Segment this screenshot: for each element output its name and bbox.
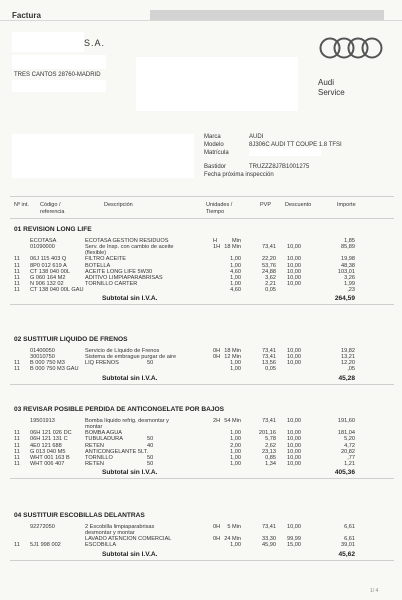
line-hours: 2H	[213, 418, 221, 424]
section-title: 04 SUSTITUIR ESCOBILLAS DELANTRAS	[14, 512, 145, 519]
line-int: 11	[14, 274, 20, 281]
redacted-company-name	[12, 32, 84, 52]
line-units: 18 Min	[224, 348, 241, 354]
line-code: 01400050	[30, 348, 55, 354]
line-description: Servicio de Líquido de Frenos	[85, 348, 160, 354]
line-int: 11	[14, 436, 20, 443]
line-pvp: 73,41	[262, 524, 276, 530]
line-code: 5J1 998 002	[30, 542, 61, 549]
line-discount: 10,00	[287, 244, 301, 251]
line-int: 11	[14, 442, 20, 449]
line-description: desmontar y montar	[85, 530, 135, 537]
line-int: 11	[14, 268, 20, 275]
col-importe: Importe	[337, 202, 356, 208]
line-amount: 19,98	[341, 256, 355, 263]
matricula-label: Matrícula	[204, 150, 229, 156]
line-int: 11	[14, 360, 20, 367]
line-amount: 85,89	[341, 244, 355, 251]
line-description: (flexible)	[85, 250, 107, 257]
line-code: N 906 132 02	[30, 281, 64, 288]
section-divider	[10, 384, 394, 385]
redacted-header-bar	[150, 10, 384, 20]
company-suffix: S.A.	[84, 38, 106, 48]
line-discount: 10,00	[287, 274, 301, 281]
line-units: 1,00	[230, 262, 241, 269]
line-hours: 0H	[213, 348, 221, 354]
line-amount: 3,26	[344, 274, 355, 281]
line-units: 5 Min	[227, 524, 241, 530]
line-amount: 191,60	[337, 418, 355, 424]
brand-service: Service	[318, 88, 345, 97]
marca-value: AUDI	[249, 134, 264, 140]
line-code: 8P0 012 619 A	[30, 262, 67, 269]
line-code: B 000 750 M3 GAU	[30, 366, 79, 373]
line-description: Bomba líquido refrig. desmontar y	[85, 418, 169, 424]
subtotal-label: Subtotal sin I.V.A.	[102, 469, 158, 477]
line-code: G 060 164 M2	[30, 274, 66, 281]
line-pvp: 2,21	[265, 281, 276, 288]
line-description: 50	[147, 436, 154, 443]
line-code: 01090000	[30, 244, 55, 251]
redacted-plate	[249, 148, 321, 156]
section-divider	[10, 560, 394, 561]
col-pvp: PVP	[260, 202, 272, 208]
line-units: Min	[231, 238, 241, 244]
line-code: CT 138 040 00L	[30, 268, 71, 275]
line-description: LAVADO ATENCION COMERCIAL	[85, 536, 172, 543]
col-tiempo: Tiempo	[206, 209, 225, 215]
line-units: 54 Min	[224, 418, 241, 424]
line-amount: ,05	[347, 366, 355, 373]
line-pvp: 0,85	[265, 454, 276, 461]
line-description: 40	[147, 442, 154, 449]
line-code: 06H 121 026 DC	[30, 430, 72, 437]
line-units: 1,00	[230, 542, 241, 549]
line-pvp: 3,62	[265, 274, 276, 281]
section-divider	[10, 304, 394, 305]
line-int: 11	[14, 287, 20, 294]
line-pvp: 33,30	[262, 536, 276, 543]
subtotal-value: 405,36	[334, 469, 355, 477]
line-hours: 0H	[213, 354, 221, 361]
line-code: 19501913	[30, 418, 55, 424]
line-int: 11	[14, 262, 20, 269]
line-hours: 0H	[213, 536, 221, 543]
line-code: CT 138 040 00L GAU	[30, 287, 84, 294]
line-pvp: 73,41	[262, 418, 276, 424]
marca-label: Marca	[204, 134, 221, 140]
line-description: 50	[147, 360, 154, 367]
line-amount: 181,04	[337, 430, 355, 437]
line-pvp: 73,41	[262, 244, 276, 251]
line-pvp: 45,90	[262, 542, 276, 549]
section-title: 03 REVISAR POSIBLE PERDIDA DE ANTICONGELATE POR BAJOS	[14, 406, 225, 413]
line-description: montar	[85, 424, 103, 431]
line-description: 50	[147, 461, 154, 468]
line-description: ECOTASA GESTION RESIDUOS	[85, 238, 169, 244]
line-amount: 19,82	[341, 348, 355, 354]
line-units: 12 Min	[224, 354, 241, 361]
line-pvp: 2,62	[265, 442, 276, 449]
line-code: 06H 121 131 C	[30, 436, 68, 443]
line-units: 24 Min	[224, 536, 241, 543]
col-descripcion: Descripción	[104, 202, 133, 208]
bastidor-label: Bastidor	[204, 164, 227, 170]
line-description: FILTRO ACEITE	[85, 256, 126, 263]
col-referencia: referencia	[40, 209, 65, 215]
line-discount: 10,00	[287, 281, 301, 288]
line-amount: 6,61	[344, 536, 355, 543]
line-code: ECOTASA	[30, 238, 57, 244]
header-divider	[0, 20, 402, 21]
line-int: 11	[14, 366, 20, 373]
col-descuento: Descuento	[285, 202, 312, 208]
line-code: 4E0 121 688	[30, 442, 62, 449]
section-title: 01 REVISION LONG LIFE	[14, 226, 92, 233]
page-number: 1/ 4	[370, 588, 379, 594]
line-discount: 10,00	[287, 442, 301, 449]
line-discount: 10,00	[287, 360, 301, 367]
line-code: 92272050	[30, 524, 55, 530]
subtotal-label: Subtotal sin I.V.A.	[102, 550, 158, 558]
table-header-rule	[10, 218, 394, 219]
line-amount: 1,21	[344, 461, 355, 468]
line-int: 11	[14, 448, 20, 455]
line-units: 1,00	[230, 436, 241, 443]
line-discount: 10,00	[287, 524, 301, 530]
line-amount: 6,61	[344, 524, 355, 530]
line-amount: 20,82	[341, 448, 355, 455]
line-discount: 10,00	[287, 448, 301, 455]
line-pvp: 13,56	[262, 360, 276, 367]
line-amount: 13,21	[341, 354, 355, 361]
line-amount: 1,99	[344, 281, 355, 288]
line-description: BOMBA AGUA	[85, 430, 122, 437]
line-units: 1,00	[230, 461, 241, 468]
line-pvp: 201,16	[258, 430, 276, 437]
line-discount: 10,00	[287, 348, 301, 354]
line-description: RETEN	[85, 442, 104, 449]
line-amount: 103,01	[337, 268, 355, 275]
line-discount: 10,00	[287, 256, 301, 263]
line-int: 11	[14, 454, 20, 461]
line-amount: 4,72	[344, 442, 355, 449]
line-pvp: 1,34	[265, 461, 276, 468]
line-description: Sistema de embrague purgar de aire	[85, 354, 177, 361]
line-units: 4,60	[230, 268, 241, 275]
company-address: TRES CANTOS 28760-MADRID	[14, 72, 101, 78]
line-description: ACEITE LONG LIFE 5W30	[85, 268, 153, 275]
line-code: WHT 001 163 B	[30, 454, 70, 461]
line-description: 50	[147, 454, 154, 461]
modelo-label: Modelo	[204, 142, 224, 148]
line-discount: 15,00	[287, 542, 301, 549]
modelo-value: 8J306C AUDI TT COUPE 1.8 TFSI	[249, 142, 342, 148]
document-title: Factura	[12, 11, 41, 20]
line-description: 2 Escobilla limpiaparabrisas	[85, 524, 155, 530]
line-pvp: 0,05	[265, 366, 276, 373]
line-hours: 0H	[213, 524, 221, 530]
subtotal-value: 264,59	[334, 295, 355, 303]
line-units: 1,00	[230, 430, 241, 437]
line-pvp: 53,76	[262, 262, 276, 269]
section-divider	[10, 478, 394, 479]
line-hours: H	[213, 238, 218, 244]
line-units: 1,00	[230, 360, 241, 367]
line-code: G 013 040 M5	[30, 448, 66, 455]
line-amount: 5,20	[344, 436, 355, 443]
line-discount: 10,00	[287, 418, 301, 424]
line-pvp: 5,78	[265, 436, 276, 443]
col-codigo: Código /	[40, 202, 61, 208]
line-description: TUBULADURA	[85, 436, 123, 443]
line-pvp: 24,88	[262, 268, 276, 275]
subtotal-value: 45,62	[338, 550, 355, 558]
line-description: BOTELLA	[85, 262, 111, 269]
line-units: 2,00	[230, 442, 241, 449]
line-amount: ,77	[347, 454, 355, 461]
bastidor-value: TRUZZZ8J7B1001275	[249, 164, 310, 170]
line-code: WHT 006 407	[30, 461, 65, 468]
line-description: RETEN	[85, 461, 104, 468]
line-units: 1,00	[230, 256, 241, 263]
line-discount: 10,00	[287, 268, 301, 275]
line-pvp: 23,13	[262, 448, 276, 455]
line-units: 1,00	[230, 274, 241, 281]
line-description: ANTICONGELANTE 5LT.	[85, 448, 148, 455]
line-units: 1,00	[230, 454, 241, 461]
line-int: 11	[14, 256, 20, 263]
line-description: TORNILLO CARTER	[85, 281, 138, 288]
line-int: 11	[14, 542, 20, 549]
line-description: LIQ FRENOS	[85, 360, 119, 367]
line-units: 1,00	[230, 281, 241, 288]
brand-audi: Audi	[318, 78, 335, 87]
line-description: ADITIVO LIMPIAPARABRISAS	[85, 274, 163, 281]
line-hours: 1H	[213, 244, 221, 251]
redacted-client-block	[12, 134, 194, 178]
line-discount: 10,00	[287, 436, 301, 443]
line-amount: 39,01	[341, 542, 355, 549]
subtotal-value: 45,28	[338, 374, 355, 382]
line-code: 30010750	[30, 354, 55, 361]
inspeccion-label: Fecha próxima inspección	[204, 172, 274, 178]
line-int: 11	[14, 461, 20, 468]
line-units: 1,00	[230, 448, 241, 455]
line-discount: 99,99	[287, 536, 301, 543]
line-pvp: 0,05	[265, 287, 276, 294]
line-description: ESCOBILLA	[85, 542, 117, 549]
line-discount: 10,00	[287, 262, 301, 269]
redacted-address-line	[12, 80, 106, 92]
subtotal-label: Subtotal sin I.V.A.	[102, 295, 158, 303]
line-int: 11	[14, 430, 20, 437]
audi-rings-logo	[318, 36, 384, 60]
line-discount: 10,00	[287, 430, 301, 437]
line-pvp: 22,20	[262, 256, 276, 263]
col-int: Nº int.	[14, 202, 29, 208]
line-int: 11	[14, 281, 20, 288]
line-code: 06J 115 403 Q	[30, 256, 67, 263]
section-title: 02 SUSTITUIR LIQUIDO DE FRENOS	[14, 336, 128, 343]
line-code: B 000 750 M3	[30, 360, 65, 367]
line-units: 18 Min	[224, 244, 241, 251]
col-unidades: Unidades /	[206, 202, 233, 208]
line-amount: 48,38	[341, 262, 355, 269]
line-units: 1,00	[230, 366, 241, 373]
line-amount: ,23	[347, 287, 355, 294]
table-top-rule	[10, 196, 394, 197]
line-units: 4,60	[230, 287, 241, 294]
line-pvp: 73,41	[262, 348, 276, 354]
line-pvp: 73,41	[262, 354, 276, 361]
line-discount: 10,00	[287, 354, 301, 361]
line-discount: 10,00	[287, 461, 301, 468]
line-description: TORNILLO	[85, 454, 113, 461]
line-description: Serv. de Insp. con cambio de aceite	[85, 244, 174, 251]
subtotal-label: Subtotal sin I.V.A.	[102, 374, 158, 382]
line-discount: 10,00	[287, 454, 301, 461]
line-amount: 1,85	[344, 238, 355, 244]
redacted-address	[12, 55, 106, 69]
redacted-customer-block	[136, 57, 298, 111]
line-amount: 12,20	[341, 360, 355, 367]
